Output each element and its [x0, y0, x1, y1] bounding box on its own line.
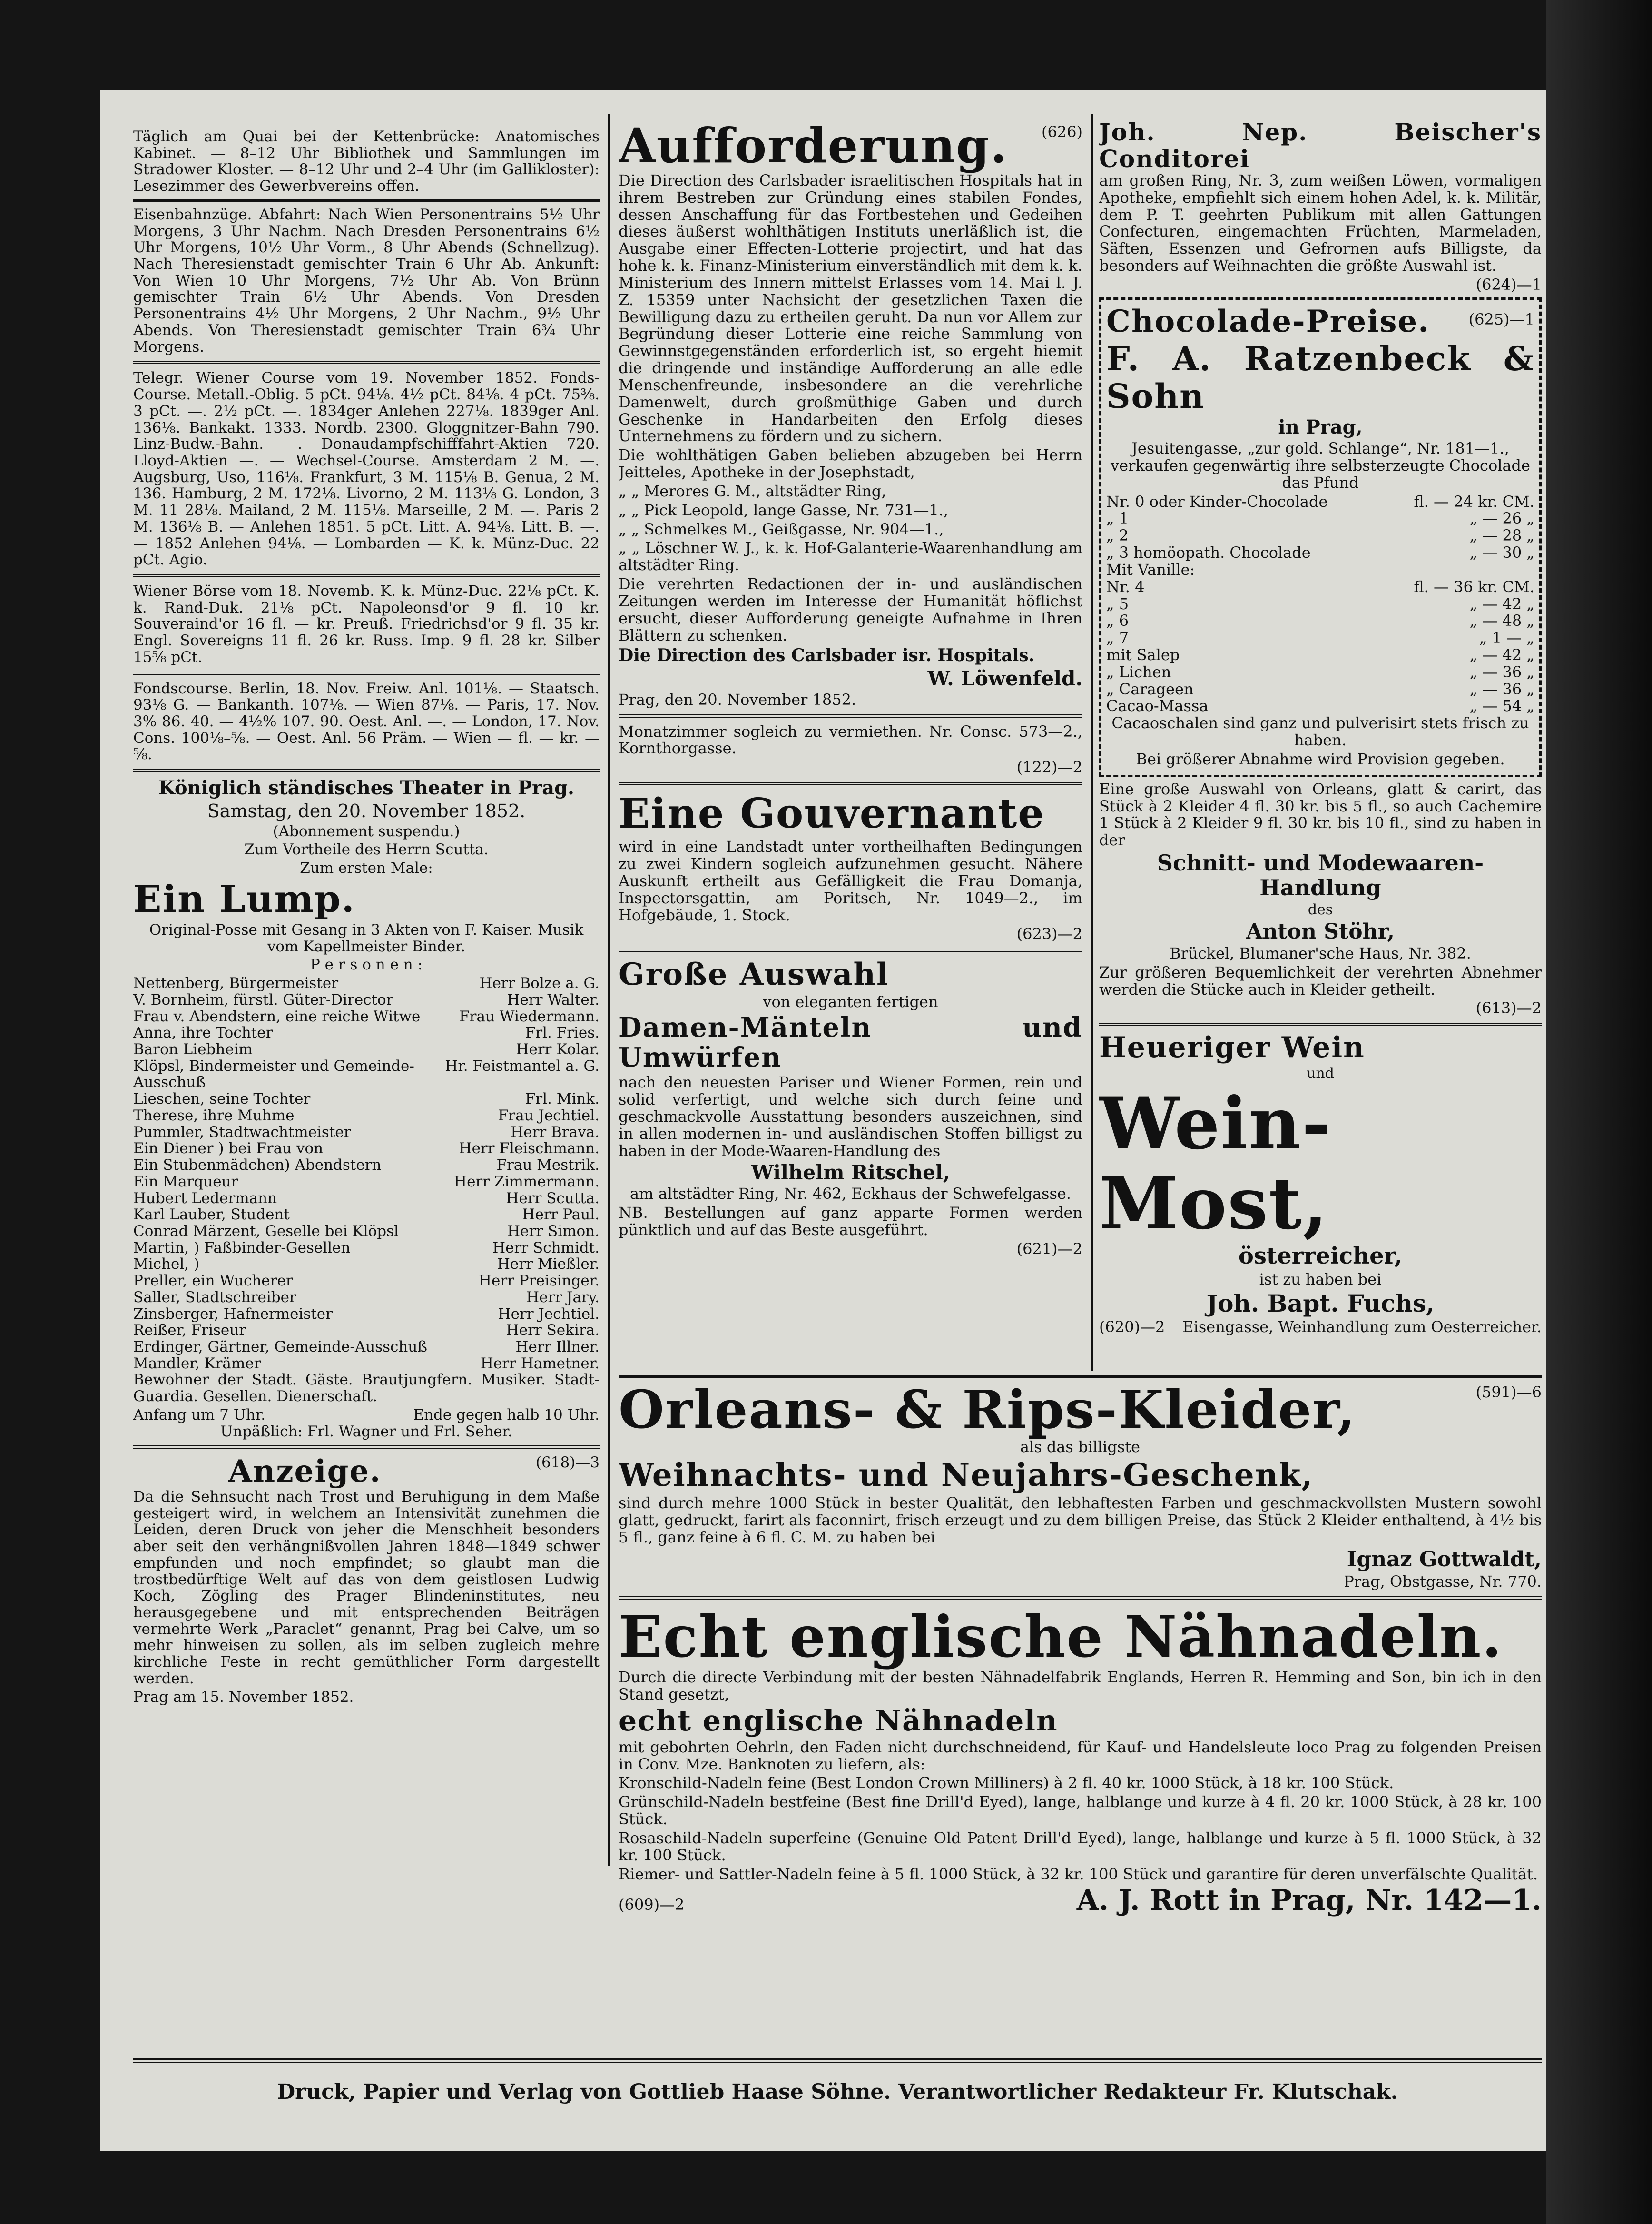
cast-row [133, 1091, 600, 1107]
product: „ 7 [1106, 629, 1129, 647]
cast-row [133, 1107, 600, 1124]
nadeln-ref: (609)—2 [619, 1896, 685, 1914]
role: Michel, ) [133, 1255, 200, 1273]
actor: Frau Wiedermann. [459, 1008, 600, 1025]
actor: Herr Mießler. [497, 1255, 600, 1273]
price-row [1106, 510, 1534, 527]
price-row [1106, 630, 1534, 647]
actor: Herr Zimmermann. [454, 1173, 600, 1190]
conditorei-body: am großen Ring, Nr. 3, zum weißen Löwen, vormaligen Apotheke, empfiehlt sich einem hohen Adel, k. k. Militär, dem P. T. geehrten Publikum mit allen Gattungen Confecturen, eingemachten Früchten, Marmeladen, Säften, Essenzen und Gefrornen aufs Billigste, da besonders auf Weihnachten die größte Auswahl ist. [1099, 171, 1542, 275]
product: „ 1 [1106, 509, 1129, 528]
choc-city: in Prag, [1278, 416, 1363, 439]
role: Karl Lauber, Student [133, 1206, 290, 1224]
orleans-des: des [1308, 901, 1333, 919]
cast-heading: P e r s o n e n : [310, 956, 423, 974]
cast-row [133, 1256, 600, 1273]
rips-title: Orleans- & Rips-Kleider, [619, 1380, 1357, 1440]
cast-row [133, 1190, 600, 1207]
scan-shadow [1546, 0, 1652, 2224]
theater-date: Samstag, den 20. November 1852. [207, 800, 526, 821]
price-row [1106, 562, 1534, 579]
price: „ — 54 „ [1469, 697, 1534, 715]
role: Martin, ) Faßbinder-Gesellen [133, 1239, 351, 1256]
gouvernante-ref: (623)—2 [1016, 925, 1082, 943]
choc-intro: Jesuitengasse, „zur gold. Schlange“, Nr. 181—1., verkaufen gegenwärtig ihre selbsterzeugte Chocolade das Pfund [1111, 439, 1530, 492]
cast-row [133, 975, 600, 992]
price: „ 1 — „ [1479, 629, 1534, 647]
theater-abo: (Abonnement suspendu.) [273, 822, 460, 840]
left-column [133, 128, 600, 1870]
conditorei-title: Joh. Nep. Beischer's Conditorei [1099, 119, 1542, 173]
aufforderung-body: Die Direction des Carlsbader israelitischen Hospitals hat in ihrem Bestreben zur Gründung eines stabilen Fondes, dessen Anschaffung für das Fortbestehen und Gedeihen dieses äußerst wohlthätigen Instituts unerläßlich ist, die Ausgabe einer Effecten-Lotterie projectirt, und hat das hohe k. k. Finanz-Ministerium einverständlich mit dem k. k. Ministerium des Innern mittelst Erlasses vom 14. Mai l. J. Z. 15359 unter Nachsicht der gesetzlichen Taxen die Bewilligung dazu zu ertheilen geruht. Da nun vor Allem zur Begründung dieser Lotterie eine reiche Sammlung von Gewinnstgegenständen erforderlich ist, so ergeht hiemit die dringende und inständige Aufforderung an alle edle Menschenfreunde, insbesondere an die verehrliche Damenwelt, durch großmüthige Gaben und durch Geschenke in Handarbeiten den Erfolg dieses Unternehmens zu fördern und zu sichern. [619, 171, 1082, 445]
cast-row [133, 992, 600, 1008]
actor: Frl. Fries. [525, 1024, 600, 1042]
room-ad: Monatzimmer sogleich zu vermiethen. Nr. Consc. 573—2., Kornthorgasse. [619, 722, 1082, 758]
price-row [1106, 698, 1534, 715]
end-time: Ende gegen halb 10 Uhr. [413, 1406, 600, 1423]
role: Erdinger, Gärtner, Gemeinde-Ausschuß [133, 1338, 428, 1355]
gouvernante-body: wird in eine Landstadt unter vortheilhaften Bedingungen zu zwei Kindern sogleich aufzunehmen gesucht. Nähere Auskunft ertheilt aus Gefälligkeit die Frau Domanja, Inspectorsgattin, am Poritsch, Nr. 1049—2., im Hofgebäude, 1. Stock. [619, 838, 1082, 924]
maentel-addr: am altstädter Ring, Nr. 462, Eckhaus der Schwefelgasse. [630, 1185, 1071, 1203]
wein-footer [1099, 1319, 1542, 1336]
actor: Frau Jechtiel. [498, 1107, 600, 1124]
theater-first: Zum ersten Male: [300, 859, 433, 877]
price-row [1106, 613, 1534, 630]
actor: Herr Fleischmann. [459, 1140, 600, 1157]
giver-4: „ „ Löschner W. J., k. k. Hof-Galanterie-Waarenhandlung am altstädter Ring. [619, 539, 1082, 574]
vienna-exchange-rates: Telegr. Wiener Course vom 19. November 1852. Fonds-Course. Metall.-Oblig. 5 pCt. 94⅛. 4½ pCt. 84⅛. 4 pCt. 75⅜. 3 pCt. —. 2½ pCt. —. 1834ger Anlehen 227⅛. 1839ger Anl. 136⅛. Bankakt. 1333. Nordb. 2300. Gloggnitzer-Bahn 790. Linz-Budw.-Bahn. —. Donaudampfschifffahrt-Aktien 720. Lloyd-Aktien —. — Wechsel-Course. Amsterdam 2 M. —. Augsburg, Uso, 116⅛. Frankfurt, 3 M. 115⅛ B. Genua, 2 M. 136. Hamburg, 2 M. 172⅛. Livorno, 2 M. 113⅛ G. London, 3 M. 11 28⅛. Mailand, 2 M. 115⅛. Marseille, 2 M. —. Paris 2 M. 136⅛ B. — Anlehen 1851. 5 pCt. Litt. A. 94⅛. Litt. B. —. — 1852 Anlehen 94⅛. — Lombarden — K. k. Münz-Duc. 22 pCt. Agio. [133, 369, 600, 569]
actor: Herr Hametner. [480, 1354, 600, 1372]
role: Nettenberg, Bürgermeister [133, 975, 339, 992]
wein-origin: österreicher, [1238, 1243, 1403, 1270]
cast-row [133, 1124, 600, 1141]
cast-row [133, 1157, 600, 1174]
price-row [1106, 494, 1534, 511]
cast-row [133, 1273, 600, 1289]
orleans-ref: (613)—2 [1475, 999, 1542, 1018]
cast-row [133, 1140, 600, 1157]
cast-row [133, 1174, 600, 1190]
price-row [1106, 681, 1534, 698]
product: „ Carageen [1106, 680, 1194, 698]
wein-und: und [1307, 1065, 1334, 1082]
nadeln-item-3: Rosaschild-Nadeln superfeine (Genuine Old Patent Drill'd Eyed), lange, halblange und kurze à 5 fl. 1000 Stück, à 32 kr. 100 Stück. [619, 1829, 1542, 1864]
role: Baron Liebheim [133, 1041, 253, 1058]
role: Anna, ihre Tochter [133, 1024, 273, 1042]
giver-3: „ „ Schmelkes M., Geißgasse, Nr. 904—1., [619, 520, 944, 538]
rips-addr: Prag, Obstgasse, Nr. 770. [1344, 1572, 1542, 1591]
indisposed: Unpäßlich: Frl. Wagner und Frl. Seher. [220, 1423, 512, 1440]
product: „ 2 [1106, 526, 1129, 545]
price: fl. — 36 kr. CM. [1414, 577, 1534, 596]
actor: Herr Schmidt. [492, 1239, 600, 1256]
aufforderung-title: Aufforderung. [619, 119, 1008, 174]
price-row [1106, 596, 1534, 613]
wein-title: Heueriger Wein [1099, 1031, 1365, 1065]
cast-row [133, 1306, 600, 1323]
orleans-note: Zur größeren Bequemlichkeit der verehrten Abnehmer werden die Stücke auch in Kleider getheilt. [1099, 963, 1542, 998]
rips-name: Ignaz Gottwaldt, [1347, 1547, 1542, 1572]
rips-ref: (591)—6 [1475, 1383, 1542, 1401]
role: Saller, Stadtschreiber [133, 1288, 296, 1306]
price-row [1106, 544, 1534, 562]
giver-2: „ „ Pick Leopold, lange Gasse, Nr. 731—1., [619, 501, 949, 519]
play-desc: Original-Posse mit Gesang in 3 Akten von F. Kaiser. Musik vom Kapellmeister Binder. [149, 921, 584, 955]
nadeln-sub: echt englische Nähnadeln [619, 1704, 1058, 1738]
maentel-nb: NB. Bestellungen auf ganz apparte Formen werden pünktlich und auf das Beste ausgeführt. [619, 1204, 1082, 1239]
anzeige-title: Anzeige. [228, 1453, 382, 1490]
cast-row [133, 1289, 600, 1306]
product: mit Salep [1106, 645, 1180, 664]
orleans-addr: Brückel, Blumaner'sche Haus, Nr. 382. [1170, 944, 1471, 962]
role: Lieschen, seine Tochter [133, 1090, 311, 1108]
column-rule-left [608, 114, 610, 1866]
choc-ref: (625)—1 [1468, 310, 1534, 328]
orleans-body: Eine große Auswahl von Orleans, glatt & carirt, das Stück à 2 Kleider 4 fl. 30 kr. bis 5 fl., so auch Cachemire 1 Stück à 2 Kleider 9 fl. 30 kr. bis 10 fl., sind zu haben in der [1099, 780, 1542, 850]
wein-name: Joh. Bapt. Fuchs, [1206, 1289, 1435, 1317]
role: Conrad Märzent, Geselle bei Klöpsl [133, 1222, 399, 1240]
aufforderung-ref: (626) [1041, 123, 1082, 141]
nadeln-body: mit gebohrten Oehrln, den Faden nicht durchschneidend, für Kauf- und Handelsleute loco Prag zu folgenden Preisen in Conv. Mze. Banknoten zu liefern, als: [619, 1738, 1542, 1773]
footer-rule [133, 2058, 1542, 2063]
role: Reißer, Friseur [133, 1322, 246, 1339]
wide-rule [619, 1375, 1542, 1378]
actor: Herr Jary. [526, 1288, 600, 1306]
actor: Herr Jechtiel. [498, 1305, 600, 1323]
start-time: Anfang um 7 Uhr. [133, 1406, 266, 1423]
role: Zinsberger, Hafnermeister [133, 1305, 333, 1323]
actor: Herr Paul. [522, 1206, 600, 1224]
price: „ — 42 „ [1469, 645, 1534, 664]
theater-times [133, 1407, 600, 1423]
bottom-area [619, 1380, 1542, 2056]
product: „ 5 [1106, 594, 1129, 613]
vienna-bourse: Wiener Börse vom 18. Novemb. K. k. Münz-Duc. 22⅛ pCt. K. k. Rand-Duk. 21⅛ pCt. Napoleonsd'or 9 fl. 10 kr. Souveraind'or 16 fl. — kr. Preuß. Friedrichsd'or 9 fl. 35 kr. Engl. Sovereigns 11 fl. 26 kr. Russ. Imp. 9 fl. 28 kr. Silber 15⅝ pCt. [133, 582, 600, 666]
orleans-name: Anton Stöhr, [1246, 919, 1395, 944]
price-row [1106, 664, 1534, 681]
wein-addr: Eisengasse, Weinhandlung zum Oesterreicher. [1182, 1317, 1542, 1336]
price: „ — 26 „ [1469, 509, 1534, 528]
product: Cacao-Massa [1106, 697, 1209, 715]
theater-title: Königlich ständisches Theater in Prag. [158, 777, 574, 800]
choc-note2: Bei größerer Abnahme wird Provision gegeben. [1136, 750, 1505, 768]
rips-body: sind durch mehre 1000 Stück in bester Qualität, den lebhaftesten Farben und geschmackvollsten Mustern sowohl glatt, gedruckt, farirt als faconnirt, frisch erzeugt und zu dem billigen Preise, das Stück 2 Kleider enthaltend, à 4½ bis 5 fl., ganz feine à 6 fl. C. M. zu haben bei [619, 1493, 1542, 1546]
nadeln-item-1: Kronschild-Nadeln feine (Best London Crown Milliners) à 2 fl. 40 kr. 1000 Stück, à 18 kr. 100 Stück. [619, 1774, 1394, 1792]
role: Therese, ihre Muhme [133, 1107, 295, 1124]
theater-benefit: Zum Vortheile des Herrn Scutta. [244, 841, 489, 859]
railway-schedule: Eisenbahnzüge. Abfahrt: Nach Wien Personentrains 5½ Uhr Morgens, 3 Uhr Nachm. Nach Dresden Personentrains 6½ Uhr Morgens, 10½ Uhr Vorm., 8 Uhr Abends (Schnellzug). Nach Theresienstadt gemischter Train 6 Uhr Ab. Ankunft: Von Wien 10 Uhr Morgens, 7½ Uhr Ab. Von Brünn gemischter Train 6½ Uhr Abends. Von Dresden Personentrains 4½ Uhr Morgens, 2 Uhr Nachm., 9½ Uhr Abends. Von Theresienstadt gemischter Train 6¾ Uhr Morgens. [133, 206, 600, 356]
role: Frau v. Abendstern, eine reiche Witwe [133, 1008, 421, 1025]
actor: Herr Bolze a. G. [479, 975, 600, 992]
column-rule-right [1091, 114, 1093, 1371]
nadeln-item-2: Grünschild-Nadeln bestfeine (Best fine Drill'd Eyed), lange, halblange und kurze à 4 fl. 20 kr. 1000 Stück, à 28 kr. 100 Stück. [619, 1793, 1542, 1829]
price: „ — 48 „ [1469, 612, 1534, 630]
actor: Frau Mestrik. [496, 1156, 600, 1174]
actor: Herr Scutta. [506, 1189, 600, 1207]
giver-1: „ „ Merores G. M., altstädter Ring, [619, 482, 886, 500]
product: Mit Vanille: [1106, 560, 1195, 579]
maentel-sub: von eleganten fertigen [763, 992, 938, 1011]
middle-column [619, 119, 1082, 1375]
cast-row [133, 1025, 600, 1041]
actor: Herr Illner. [515, 1338, 600, 1355]
cast-row [133, 1355, 600, 1372]
cast-row [133, 1041, 600, 1058]
price: fl. — 24 kr. CM. [1414, 492, 1534, 511]
actor: Herr Sekira. [506, 1322, 600, 1339]
aufforderung-sig2: W. Löwenfeld. [927, 666, 1082, 690]
cast-list [133, 975, 600, 1372]
maentel-ref: (621)—2 [1016, 1239, 1082, 1258]
nadeln-item-4: Riemer- und Sattler-Nadeln feine à 5 fl. 1000 Stück, à 32 kr. 100 Stück und garantire für deren unverfälschte Qualität. [619, 1865, 1538, 1883]
price-row [1106, 527, 1534, 544]
actor: Herr Walter. [507, 991, 600, 1008]
cast-row [133, 1223, 600, 1240]
price: „ — 36 „ [1469, 662, 1534, 681]
nadeln-intro: Durch die directe Verbindung mit der besten Nähnadelfabrik Englands, Herren R. Hemming and Son, bin ich in den Stand gesetzt, [619, 1668, 1542, 1703]
nadeln-sign: A. J. Rott in Prag, Nr. 142—1. [1076, 1884, 1542, 1918]
role: Preller, ein Wucherer [133, 1272, 293, 1290]
cast-row [133, 1322, 600, 1339]
nadeln-footer [619, 1885, 1542, 1917]
room-ad-ref: (122)—2 [1016, 758, 1082, 777]
newspaper-page [100, 90, 1546, 2151]
anzeige-sign: Prag am 15. November 1852. [133, 1688, 354, 1706]
cast-row [133, 1339, 600, 1355]
aufforderung-sig1: Die Direction des Carlsbader isr. Hospitals. [619, 645, 1035, 666]
price-list [1106, 494, 1534, 715]
play-title: Ein Lump. [133, 877, 355, 921]
role: Hubert Ledermann [133, 1189, 277, 1207]
role: Pummler, Stadtwachtmeister [133, 1123, 351, 1141]
rips-title2: Weihnachts- und Neujahrs-Geschenk, [619, 1456, 1314, 1494]
choc-note: Cacaoschalen sind ganz und pulverisirt stets frisch zu haben. [1111, 714, 1529, 750]
anzeige-ref: (618)—3 [535, 1454, 600, 1472]
wein-ref: (620)—2 [1099, 1317, 1165, 1336]
price-row [1106, 579, 1534, 596]
cast-row [133, 1008, 600, 1025]
price-row [1106, 647, 1534, 664]
aufforderung-intro: Die wohlthätigen Gaben belieben abzugeben bei Herrn Jeitteles, Apotheke in der Josephstadt, [619, 446, 1082, 482]
wein-available: ist zu haben bei [1259, 1270, 1382, 1288]
imprint: Druck, Papier und Verlag von Gottlieb Haase Söhne. Verantwortlicher Redakteur Fr. Klutschak. [276, 2080, 1398, 2104]
price: „ — 28 „ [1469, 526, 1534, 545]
maentel-body: nach den neuesten Pariser und Wiener Formen, rein und solid verfertigt, und welche sich durch feine und geschmackvolle Ausstattung besonders auszeichnen, sind in allen modernen in- und ausländischen Stoffen billigst zu haben in der Mode-Waaren-Handlung des [619, 1073, 1082, 1160]
anzeige-body: Da die Sehnsucht nach Trost und Beruhigung in dem Maße gesteigert wird, in welchem an Intensivität zunehmen die Leiden, deren Druck von jeher die Menschheit besonders aber seit den verhängnißvollen Jahren 1848—1849 schwer empfunden und noch empfindet; so glaubt man die trostbedürftige Welt auf das von dem geistlosen Ludwig Koch, Zögling des Prager Blindeninstitutes, neu herausgegebene und mit entsprechenden Beiträgen vermehrte Werk „Paraclet“ genannt, Prag bei Calve, um so mehr hinweisen zu sollen, als im selben zugleich mehre kirchliche Feste in recht gemüthlicher Form dargestellt werden. [133, 1488, 600, 1687]
role: Ein Stubenmädchen) Abendstern [133, 1156, 382, 1174]
product: Nr. 4 [1106, 577, 1145, 596]
gouvernante-title: Eine Gouvernante [619, 790, 1045, 838]
actor: Herr Preisinger. [478, 1272, 600, 1290]
product: Nr. 0 oder Kinder-Chocolade [1106, 492, 1328, 511]
price: „ — 42 „ [1469, 594, 1534, 613]
cast-row [133, 1206, 600, 1223]
role: Ein Diener ) bei Frau von [133, 1140, 324, 1157]
actor: Frl. Mink. [525, 1090, 600, 1108]
choc-title: Chocolade-Preise. [1106, 303, 1430, 339]
maentel-title: Große Auswahl [619, 957, 889, 993]
actor: Hr. Feistmantel a. G. [445, 1057, 600, 1075]
role: V. Bornheim, fürstl. Güter-Director [133, 991, 393, 1008]
product: „ 3 homöopath. Chocolade [1106, 544, 1311, 562]
role: Klöpsl, Bindermeister und Gemeinde-Ausschuß [133, 1057, 414, 1091]
cast-extras: Bewohner der Stadt. Gäste. Brautjungfern. Musiker. Stadt-Guardia. Gesellen. Dienerschaft. [133, 1371, 600, 1405]
aufforderung-closing: Die verehrten Redactionen der in- und ausländischen Zeitungen werden im Interesse der Humanität höflichst ersucht, dieser Aufforderung geneigte Aufnahme in Ihren Blättern zu schenken. [619, 575, 1082, 644]
conditorei-ref: (624)—1 [1475, 275, 1542, 294]
price: „ — 30 „ [1469, 544, 1534, 562]
actor: Herr Brava. [511, 1123, 600, 1141]
choc-firm: F. A. Ratzenbeck & Sohn [1106, 339, 1534, 416]
aufforderung-date: Prag, den 20. November 1852. [619, 690, 856, 709]
product: „ 6 [1106, 612, 1129, 630]
price: „ — 36 „ [1469, 680, 1534, 698]
maentel-title2: Damen-Mänteln und Umwürfen [619, 1011, 1082, 1073]
role: Mandler, Krämer [133, 1354, 261, 1372]
weinmost-title: Wein-Most, [1099, 1082, 1332, 1246]
cast-row [133, 1240, 600, 1256]
role: Ein Marqueur [133, 1173, 238, 1190]
orleans-shop: Schnitt- und Modewaaren-Handlung [1157, 850, 1484, 900]
opening-hours: Täglich am Quai bei der Kettenbrücke: Anatomisches Kabinet. — 8–12 Uhr Bibliothek und Sammlungen im Stradower Kloster. — 8–12 Uhr und 2–4 Uhr (im Gallikloster): Lesezimmer des Gewerbvereins offen. [133, 128, 600, 195]
actor: Herr Simon. [507, 1222, 600, 1240]
nadeln-title: Echt englische Nähnadeln. [619, 1603, 1503, 1670]
actor: Herr Kolar. [516, 1041, 600, 1058]
rips-sub: als das billigste [1020, 1438, 1141, 1456]
right-column [1099, 119, 1542, 1375]
maentel-name: Wilhelm Ritschel, [751, 1161, 950, 1185]
anzeige-header [133, 1454, 600, 1489]
product: „ Lichen [1106, 662, 1171, 681]
cast-row [133, 1058, 600, 1091]
foreign-funds: Fondscourse. Berlin, 18. Nov. Freiw. Anl. 101⅛. — Staatsch. 93⅛ G. — Bankanth. 107⅛. — Wien 87⅛. — Paris, 17. Nov. 3% 86. 40. — 4½% 107. 90. Oest. Anl. —. — London, 17. Nov. Cons. 100⅛–⅝. — Oest. Anl. 56 Präm. — Wien — fl. — kr. — ⅝. [133, 680, 600, 763]
